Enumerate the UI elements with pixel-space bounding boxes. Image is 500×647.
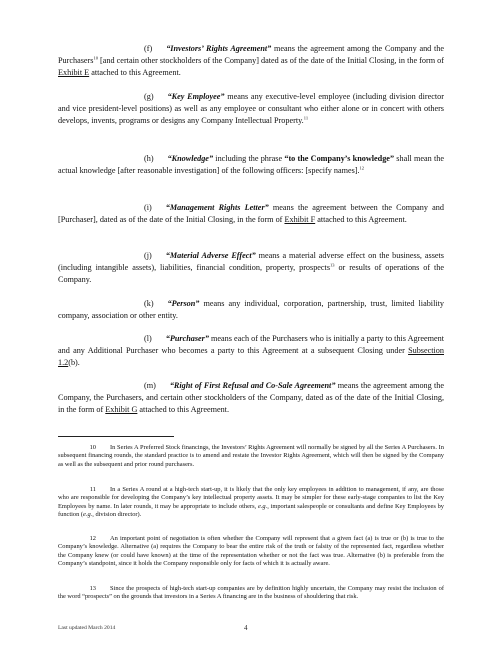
definition-l: (l) “Purchaser” means each of the Purchasers who is initially a party to this Agreement and any Additional Purchaser who becomes a party to this Agreement at a subsequent Closing under Subsection 1.2(b). bbox=[58, 334, 444, 368]
definition-j: (j) “Material Adverse Effect” means a material adverse effect on the business, assets (including intangible assets), liabilities, financial condition, property, prospects$^{13}$ or results of operations of the Company. bbox=[58, 251, 445, 285]
definition-label: (g) bbox=[144, 92, 154, 101]
definition-g: (g) “Key Employee” means any executive-level employee (including division director and vice president-level positions) as well as any employee or consultant who either alone or in concert with others develops, invents, programs or designs any Company Intellectual Property.$^{11}$ bbox=[58, 92, 444, 126]
defined-term: “to the Company’s knowledge” bbox=[284, 154, 395, 163]
definition-k: (k) “Person” means any individual, corporation, partnership, trust, limited liability company, association or other entity. bbox=[58, 299, 444, 321]
defined-term: “Knowledge” bbox=[167, 154, 214, 163]
footnote-ref[interactable]: 13 bbox=[330, 262, 335, 268]
footnote-number: 11 bbox=[89, 486, 96, 493]
footnote-ref[interactable]: 10 bbox=[93, 55, 98, 61]
definition-i: (i) “Management Rights Letter” means the agreement between the Company and [Purchaser], dated as of the date of the Initial Closing, in the form of Exhibit F attached to this Agreement. bbox=[58, 203, 444, 225]
exhibit-link[interactable]: Exhibit G bbox=[105, 405, 138, 415]
definition-label: (i) bbox=[144, 203, 152, 212]
definition-m: (m) “Right of First Refusal and Co-Sale Agreement” means the agreement among the Company, the Purchasers, and certain other stockholders of the Company, dated as of the date of the Initial Closing, in the form of Exhibit G attached to this Agreement. bbox=[58, 381, 444, 415]
defined-term: “Investors’ Rights Agreement” bbox=[166, 44, 272, 53]
defined-term: “Right of First Refusal and Co-Sale Agreement” bbox=[169, 381, 336, 390]
definition-f: (f) “Investors’ Rights Agreement” means the agreement among the Company and the Purchasers$^{10}$ [and certain other stockholders of the Company] dated as of the date of the Initial Closing, in the form of Exhibit E attached to this Agreement. bbox=[58, 44, 445, 78]
definition-h: (h) “Knowledge” including the phrase “to the Company’s knowledge” shall mean the actual knowledge [after reasonable investigation] of the following officers: [specify names].$^{12}$ bbox=[58, 154, 444, 176]
footnote-11: 11 In a Series A round at a high-tech start-up, it is likely that the only key employees in addition to management, if any, are those who are responsible for developing the Company’s key intellectual property assets. It may be simpler for these early-stage companies to list the Key Employees by name. In later rounds, it may be appropriate to include others, e.g., important salespeople or consultants and define Key Employees by function (e.g., division director). bbox=[58, 486, 444, 518]
footnote-10: 10 In Series A Preferred Stock financings, the Investors’ Rights Agreement will normally be signed by all the Series A Purchasers. In subsequent financing rounds, the standard practice is to amend and restate the Investor Rights Agreement, which will then be signed by the Company as well as the subsequent and prior round purchasers. bbox=[58, 444, 444, 468]
footnote-ref[interactable]: 12 bbox=[359, 165, 365, 171]
defined-term: “Management Rights Letter” bbox=[165, 203, 269, 212]
definition-label: (l) bbox=[144, 334, 152, 343]
definition-label: (f) bbox=[144, 44, 153, 53]
footnote-number: 13 bbox=[89, 585, 96, 592]
exhibit-link[interactable]: Exhibit E bbox=[58, 68, 90, 78]
subsection-link[interactable]: Subsection 1.2 bbox=[58, 346, 444, 368]
definition-label: (m) bbox=[144, 381, 156, 390]
last-updated-footer: Last updated March 2014 bbox=[58, 625, 116, 631]
footnote-number: 10 bbox=[89, 444, 96, 451]
footnote-number: 12 bbox=[89, 535, 96, 542]
defined-term: “Person” bbox=[167, 299, 200, 308]
defined-term: “Material Adverse Effect” bbox=[165, 251, 256, 260]
page-number: 4 bbox=[244, 624, 248, 632]
defined-term: “Purchaser” bbox=[165, 334, 209, 343]
footnote-12: 12 An important point of negotiation is often whether the Company will represent that a given fact (a) is true or (b) is true to the Company’s knowledge. Alternative (a) requires the Company to bear the entire risk of the truth or falsity of the represented fact, regardless whether the Company knew (or could have known) at the time of the representation whether or not the fact was true. Alternative (b) is preferable from the Company’s standpoint, since it holds the Company responsible only for facts of which it is actually aware. bbox=[58, 535, 444, 567]
definition-label: (k) bbox=[144, 299, 154, 308]
exhibit-link[interactable]: Exhibit F bbox=[284, 215, 316, 225]
definition-label: (h) bbox=[144, 154, 154, 163]
footnote-ref[interactable]: 11 bbox=[303, 115, 309, 121]
definition-label: (j) bbox=[144, 251, 152, 260]
defined-term: “Key Employee” bbox=[167, 92, 225, 101]
footnote-13: 13 Since the prospects of high-tech start-up companies are by definition highly uncertain, the Company may resist the inclusion of the word “prospects” on the grounds that investors in a Series A financing are in the business of shouldering that risk. bbox=[58, 585, 444, 601]
footnote-divider bbox=[58, 436, 174, 437]
